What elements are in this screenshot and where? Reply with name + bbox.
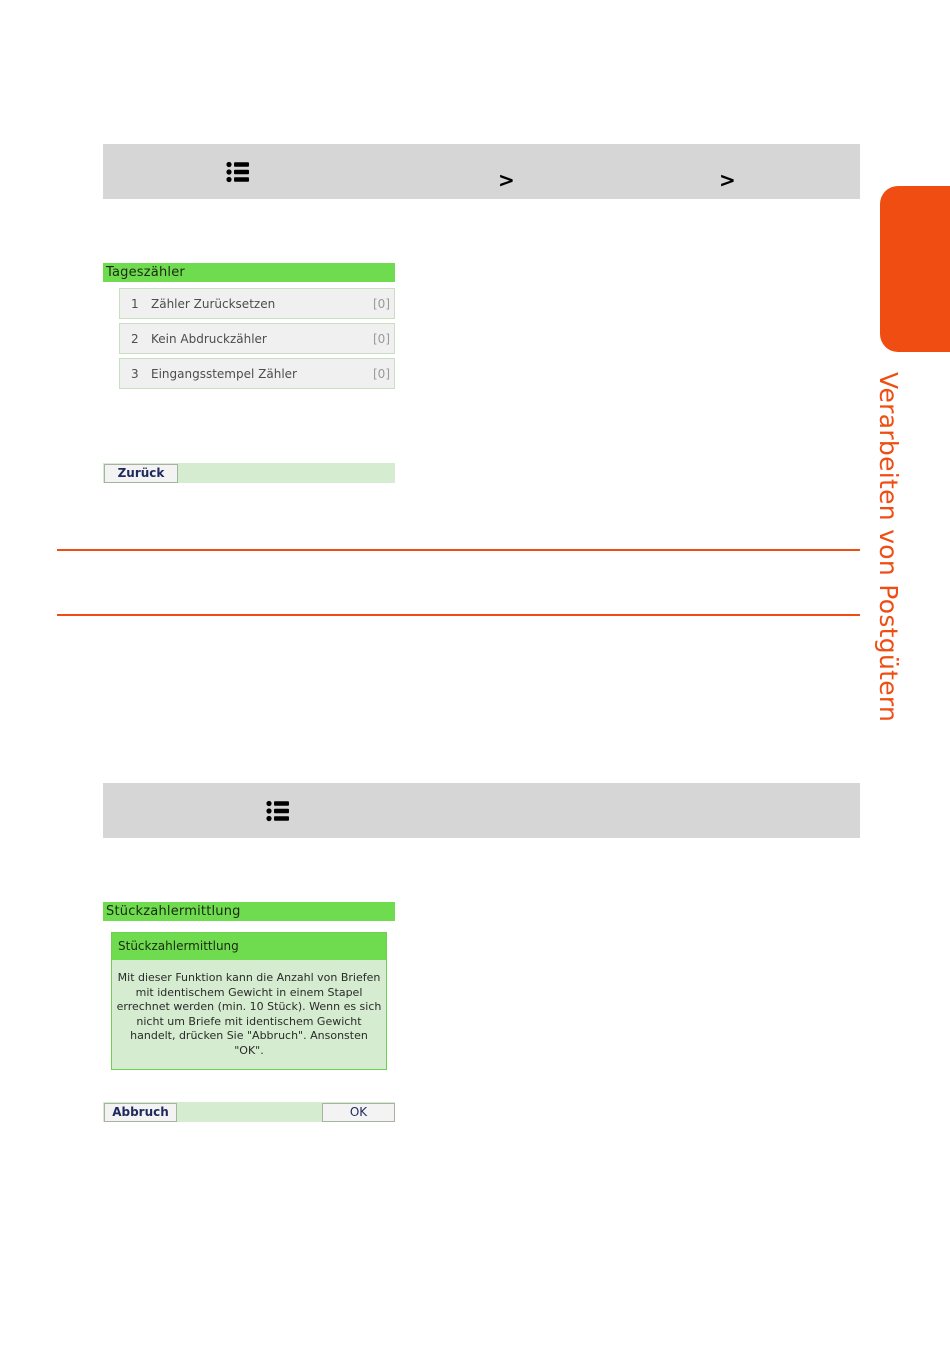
screen-title: Tageszähler xyxy=(103,263,395,282)
chevron-right-icon: > xyxy=(498,168,515,192)
nav-bar-top xyxy=(103,144,860,199)
menu-list-icon[interactable] xyxy=(266,800,290,822)
screen-title: Stückzahlermittlung xyxy=(103,902,395,921)
item-number: 2 xyxy=(131,332,139,346)
item-value: [0] xyxy=(373,367,390,381)
item-value: [0] xyxy=(373,332,390,346)
menu-item-no-imprint-counter[interactable] xyxy=(119,323,395,354)
item-number: 3 xyxy=(131,367,139,381)
item-value: [0] xyxy=(373,297,390,311)
info-dialog xyxy=(111,932,387,1070)
item-number: 1 xyxy=(131,297,139,311)
chapter-label: Verarbeiten von Postgütern xyxy=(874,372,903,723)
dialog-message: Mit dieser Funktion kann die Anzahl von Briefen mit identischem Gewicht in einem Stapel errechnet werden (min. 10 Stück). Wenn es sich nicht um Briefe mit identischem Gewicht handelt, drücken Sie "Abbruch". Ansonsten "OK". xyxy=(116,971,382,1057)
softkey-bar xyxy=(103,463,395,483)
ok-button[interactable]: OK xyxy=(322,1103,395,1122)
softkey-bar xyxy=(103,1102,395,1122)
back-button[interactable]: Zurück xyxy=(104,464,178,483)
counters-screen xyxy=(103,263,395,483)
chevron-right-icon: > xyxy=(719,168,736,192)
menu-item-reset-counter[interactable] xyxy=(119,288,395,319)
item-label: Eingangsstempel Zähler xyxy=(151,367,297,381)
nav-bar-bottom xyxy=(103,783,860,838)
menu-item-incoming-stamp-counter[interactable] xyxy=(119,358,395,389)
section-divider xyxy=(57,549,860,551)
dialog-title: Stückzahlermittlung xyxy=(112,933,386,960)
section-divider xyxy=(57,614,860,616)
menu-list-icon[interactable] xyxy=(226,161,250,183)
item-label: Kein Abdruckzähler xyxy=(151,332,267,346)
chapter-tab xyxy=(880,186,950,352)
item-label: Zähler Zurücksetzen xyxy=(151,297,276,311)
piece-count-screen xyxy=(103,902,395,1122)
cancel-button[interactable]: Abbruch xyxy=(104,1103,177,1122)
